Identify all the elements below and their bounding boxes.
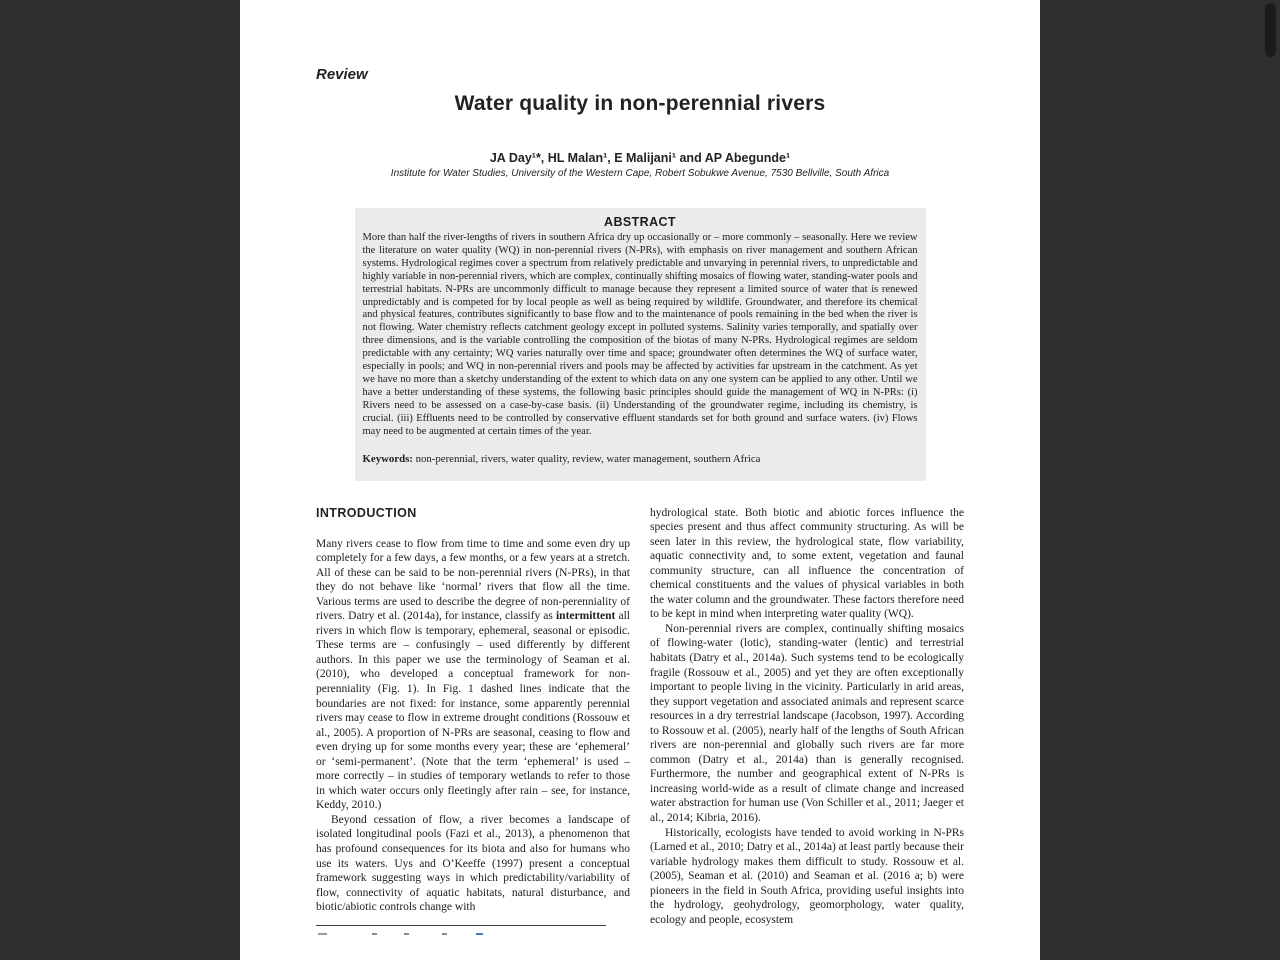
- left-column-paragraphs: [316, 537, 630, 915]
- scrollbar-thumb[interactable]: [1265, 3, 1276, 57]
- right-column: [650, 506, 964, 928]
- document-page: [240, 0, 1040, 960]
- keywords-label: Keywords:: [362, 452, 413, 465]
- paragraph: Many rivers cease to flow from time to time and some even dry up completely for a few days, a few months, or a few years at a stretch. All of these can be said to be non-perennial rivers (N-PRs), in that they do not behave like ‘normal’ rivers that flow all the time. Various terms are used to describe the degree of non-perenniality of rivers. Datry et al. (2014a), for instance, classify as intermittent all rivers in which flow is temporary, ephemeral, seasonal or episodic. These terms are – confusingly – used differently by different authors. In this paper we use the terminology of Seaman et al. (2010), who developed a conceptual framework for non-perenniality (Fig. 1). In Fig. 1 dashed lines indicate that the boundaries are not fixed: for instance, some apparently perennial rivers may cease to flow in extreme drought conditions (Rossouw et al., 2005). A proportion of N-PRs are seasonal, ceasing to flow and even drying up for some months every year; these are ‘ephemeral’ or ‘semi-permanent’. (Note that the term ‘ephemeral’ is used – more correctly – in studies of temporary wetlands to refer to those in which water occurs only fleetingly after rain – see, for instance, Keddy, 2010.): [316, 537, 630, 812]
- authors-line: JA Day¹*, HL Malan¹, E Malijani¹ and AP Abegunde¹: [489, 151, 791, 165]
- right-column-paragraphs: [650, 506, 964, 928]
- section-heading-introduction: INTRODUCTION: [316, 505, 417, 520]
- keywords-line: [363, 453, 918, 465]
- page-title: Water quality in non-perennial rivers: [454, 92, 826, 115]
- left-column: [316, 506, 630, 936]
- paragraph: Historically, ecologists have tended to avoid working in N-PRs (Larned et al., 2010; Datry et al., 2014a) at least partly because their variable hydrology makes them difficult to study. Rossouw et al. (2005), Seaman et al. (2010) and Seaman et al. (2016 a; b) were pioneers in the field in South Africa, providing useful insights into the hydrology, geohydrology, geomorphology, water quality, ecology and people, ecosystem: [650, 826, 964, 926]
- article-type-label: Review: [316, 66, 368, 83]
- paragraph: Non-perennial rivers are complex, continually shifting mosaics of flowing-water (lotic), standing-water (lentic) and terrestrial habitats (Datry et al., 2014a). Such systems tend to be ecologically fragile (Rossouw et al., 2005) and yet they are often exceptionally important to people living in the vicinity. Particularly in arid areas, they support vegetation and associated animals and represent scarce resources in a dry terrestrial landscape (Jacobson, 1997). According to Rossouw et al. (2005), nearly half of the lengths of South African rivers are non-perennial and globally such rivers are far more common (Datry et al., 2014a) than is generally recognised. Furthermore, the number and geographical extent of N-PRs is increasing world-wide as a result of climate change and increased water abstraction for human use (Von Schiller et al., 2011; Jaeger et al., 2014; Kibria, 2016).: [650, 622, 964, 824]
- two-column-body: [316, 506, 964, 936]
- abstract-heading: ABSTRACT: [604, 215, 676, 229]
- footnote-fragment: [316, 933, 630, 936]
- affiliation-line: Institute for Water Studies, University of the Western Cape, Robert Sobukwe Avenue, 7530 Bellville, South Africa: [390, 168, 890, 179]
- abstract-text: More than half the river-lengths of rivers in southern Africa dry up occasionally or – more commonly – seasonally. Here we review the literature on water quality (WQ) in non-perennial rivers (N-PRs), with emphasis on river management and southern African systems. Hydrological regimes cover a spectrum from relatively predictable and unvarying in perennial rivers, to unpredictable and highly variable in non-perennial rivers, which are complex, continually shifting mosaics of flowing water, standing-water pools and terrestrial habitats. N-PRs are uncommonly difficult to manage because they represent a limited source of water that is renewed unpredictably and is competed for by local people as well as being required by wildlife. Groundwater, and therefore its chemical and physical features, contributes significantly to base flow and to the maintenance of pools remaining in the bed when the river is not flowing. Water chemistry reflects catchment geology except in polluted systems. Salinity varies temporally, and spatially over three dimensions, and is the variable controlling the composition of the biotas of many N-PRs. Hydrological regimes are seldom predictable with any certainty; WQ varies naturally over time and space; groundwater often determines the WQ of surface water, especially in pools; and WQ in non-perennial rivers and pools may be affected by activities far upstream in the catchment. As yet we have no more than a sketchy understanding of the extent to which data on any one system can be applied to any other. Until we have a better understanding of these systems, the following basic principles should guide the management of WQ in N-PRs: (i) Rivers need to be assessed on a case-by-case basis. (ii) Understanding of the groundwater regime, including its chemistry, is crucial. (iii) Effluents need to be controlled by conservative effluent standards set for both ground and surface waters. (iv) Flows may need to be augmented at certain times of the year.: [362, 232, 918, 437]
- keywords-values: non-perennial, rivers, water quality, review, water management, southern Africa: [415, 452, 761, 465]
- footnote-divider: [316, 925, 606, 926]
- paragraph: hydrological state. Both biotic and abiotic forces influence the species present and thus affect community structuring. As will be seen later in this review, the hydrological state, flow variability, aquatic connectivity and, to some extent, vegetation and faunal community structure, can all influence the concentration of chemical constituents and the values of physical variables in both the water column and the groundwater. These factors therefore need to be kept in mind when interpreting water quality (WQ).: [650, 506, 964, 621]
- paragraph: Beyond cessation of flow, a river becomes a landscape of isolated longitudinal pools (Fazi et al., 2013), a phenomenon that has profound consequences for its biota and also for humans who use its waters. Uys and O’Keeffe (1997) present a conceptual framework suggesting ways in which predictability/variability of flow, connectivity of aquatic habitats, natural disturbance, and biotic/abiotic controls change with: [316, 813, 630, 914]
- abstract-box: [355, 208, 926, 481]
